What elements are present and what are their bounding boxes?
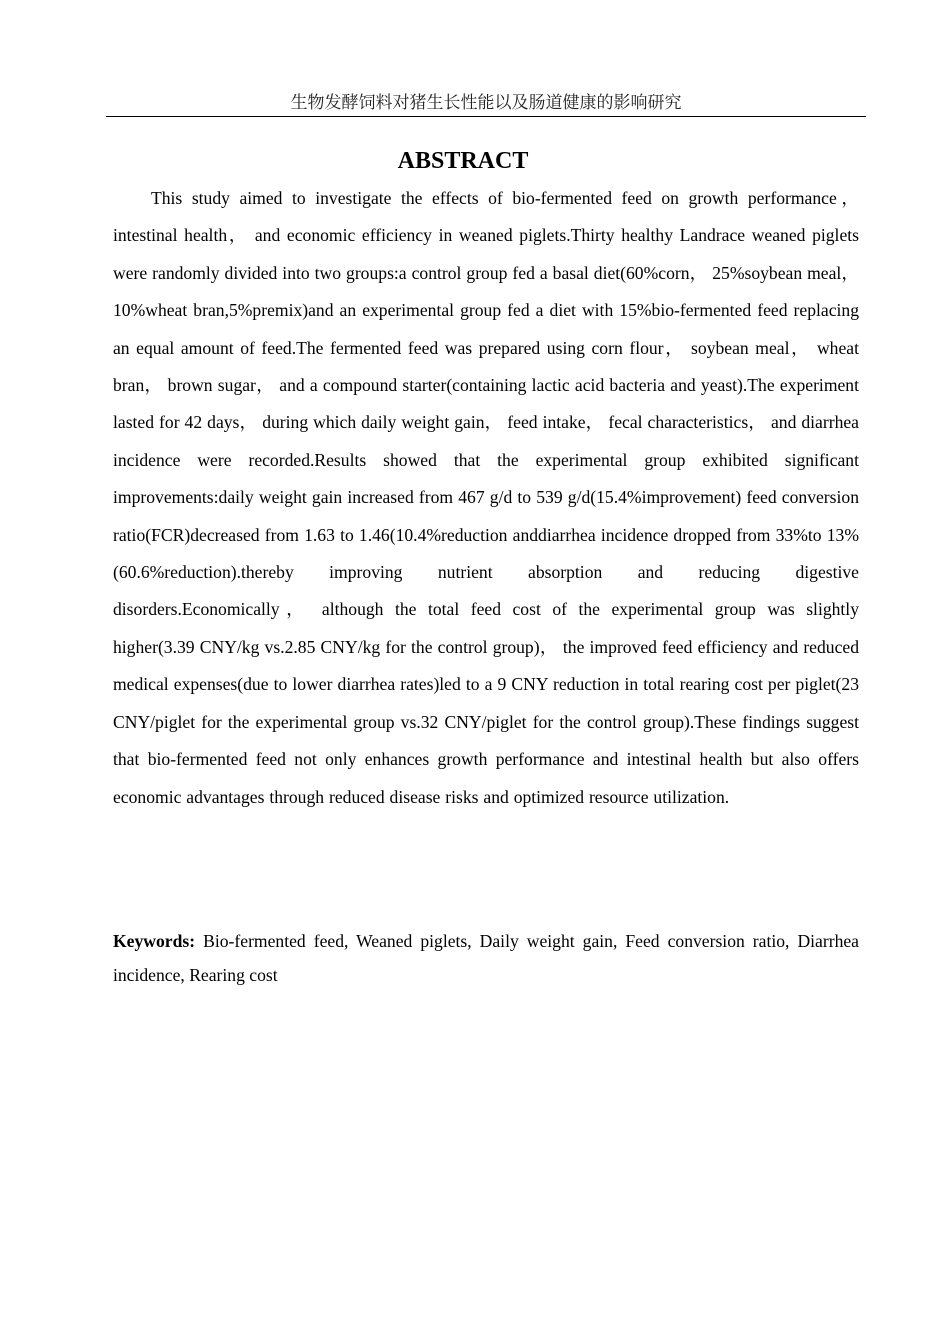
abstract-body: This study aimed to investigate the effects of bio-fermented feed on growth performance， intestinal health， and economic efficiency in weaned piglets.Thirty healthy Landrace weaned piglets were randomly divided into two groups:a control group fed a basal diet(60%corn， 25%soybean meal， 10%wheat bran,5%premix)and an experimental group fed a diet with 15%bio-fermented feed replacing an equal amount of feed.The fermented feed was prepared using corn flour， soybean meal， wheat bran， brown sugar， and a compound starter(containing lactic acid bacteria and yeast).The experiment lasted for 42 days， during which daily weight gain， feed intake， fecal characteristics， and diarrhea incidence were recorded.Results showed that the experimental group exhibited significant improvements:daily weight gain increased from 467 g/d to 539 g/d(15.4%improvement) feed conversion ratio(FCR)decreased from 1.63 to 1.46(10.4%reduction anddiarrhea incidence dropped from 33%to 13%(60.6%reduction).thereby improving nutrient absorption and reducing digestive disorders.Economically， although the total feed cost of the experimental group was slightly higher(3.39 CNY/kg vs.2.85 CNY/kg for the control group)， the improved feed efficiency and reduced medical expenses(due to lower diarrhea rates)led to a 9 CNY reduction in total rearing cost per piglet(23 CNY/piglet for the experimental group vs.32 CNY/piglet for the control group).These findings suggest that bio-fermented feed not only enhances growth performance and intestinal health but also offers economic advantages through reduced disease risks and optimized resource utilization. xyxy=(113,188,859,807)
keywords-paragraph xyxy=(113,924,859,992)
running-header: 生物发酵饲料对猪生长性能以及肠道健康的影响研究 xyxy=(106,92,866,117)
abstract-title: ABSTRACT xyxy=(397,148,529,174)
keywords-label: Keywords: xyxy=(113,931,196,951)
keywords-text: Bio-fermented feed, Weaned piglets, Daily weight gain, Feed conversion ratio, Diarrhea incidence, Rearing cost xyxy=(113,931,859,985)
